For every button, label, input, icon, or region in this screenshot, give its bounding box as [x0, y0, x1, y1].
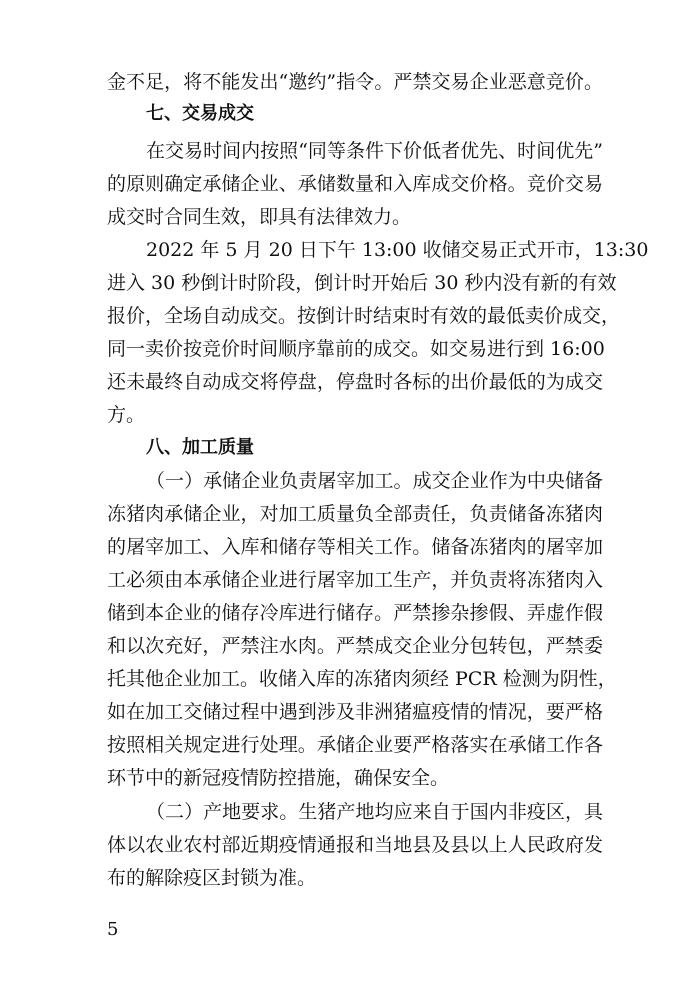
paragraph-line: （一）承储企业负责屠宰加工。成交企业作为中央储备 — [146, 470, 603, 492]
paragraph-line: 冻猪肉承储企业，对加工质量负全部责任，负责储备冻猪肉 — [107, 503, 603, 525]
section-heading-seven: 七、交易成交 — [146, 103, 254, 124]
page-number: 5 — [107, 919, 119, 940]
paragraph-line: 的屠宰加工、入库和储存等相关工作。储备冻猪肉的屠宰加 — [107, 536, 603, 558]
paragraph-line: 同一卖价按竞价时间顺序靠前的成交。如交易进行到 16:00 — [107, 338, 605, 360]
paragraph-line: 2022 年 5 月 20 日下午 13:00 收储交易正式开市，13:30 — [146, 239, 649, 261]
paragraph-line: （二）产地要求。生猪产地均应来自于国内非疫区，具 — [146, 801, 603, 823]
paragraph-line: 体以农业农村部近期疫情通报和当地县及县以上人民政府发 — [107, 834, 603, 856]
paragraph-line: 金不足，将不能发出“邀约”指令。严禁交易企业恶意竞价。 — [107, 71, 603, 93]
paragraph-line: 环节中的新冠疫情防控措施，确保安全。 — [107, 767, 450, 789]
paragraph-line: 按照相关规定进行处理。承储企业要严格落实在承储工作各 — [107, 734, 603, 756]
paragraph-line: 工必须由本承储企业进行屠宰加工生产，并负责将冻猪肉入 — [107, 569, 603, 591]
paragraph-line: 进入 30 秒倒计时阶段，倒计时开始后 30 秒内没有新的有效 — [107, 272, 617, 294]
paragraph-line: 的原则确定承储企业、承储数量和入库成交价格。竞价交易 — [107, 173, 603, 195]
paragraph-line: 方。 — [107, 404, 146, 426]
paragraph-line: 储到本企业的储存冷库进行储存。严禁掺杂掺假、弄虚作假 — [107, 602, 603, 624]
paragraph-line: 在交易时间内按照“同等条件下价低者优先、时间优先” — [146, 140, 603, 162]
paragraph-line: 布的解除疫区封锁为准。 — [107, 867, 317, 889]
paragraph-line: 和以次充好，严禁注水肉。严禁成交企业分包转包，严禁委 — [107, 635, 603, 657]
paragraph-line: 托其他企业加工。收储入库的冻猪肉须经 PCR 检测为阴性， — [107, 668, 617, 690]
section-heading-eight: 八、加工质量 — [146, 437, 254, 458]
paragraph-line: 报价，全场自动成交。按倒计时结束时有效的最低卖价成交， — [107, 305, 621, 327]
paragraph-line: 还未最终自动成交将停盘，停盘时各标的出价最低的为成交 — [107, 371, 603, 393]
paragraph-line: 成交时合同生效，即具有法律效力。 — [107, 206, 412, 228]
paragraph-line: 如在加工交储过程中遇到涉及非洲猪瘟疫情的情况，要严格 — [107, 701, 603, 723]
